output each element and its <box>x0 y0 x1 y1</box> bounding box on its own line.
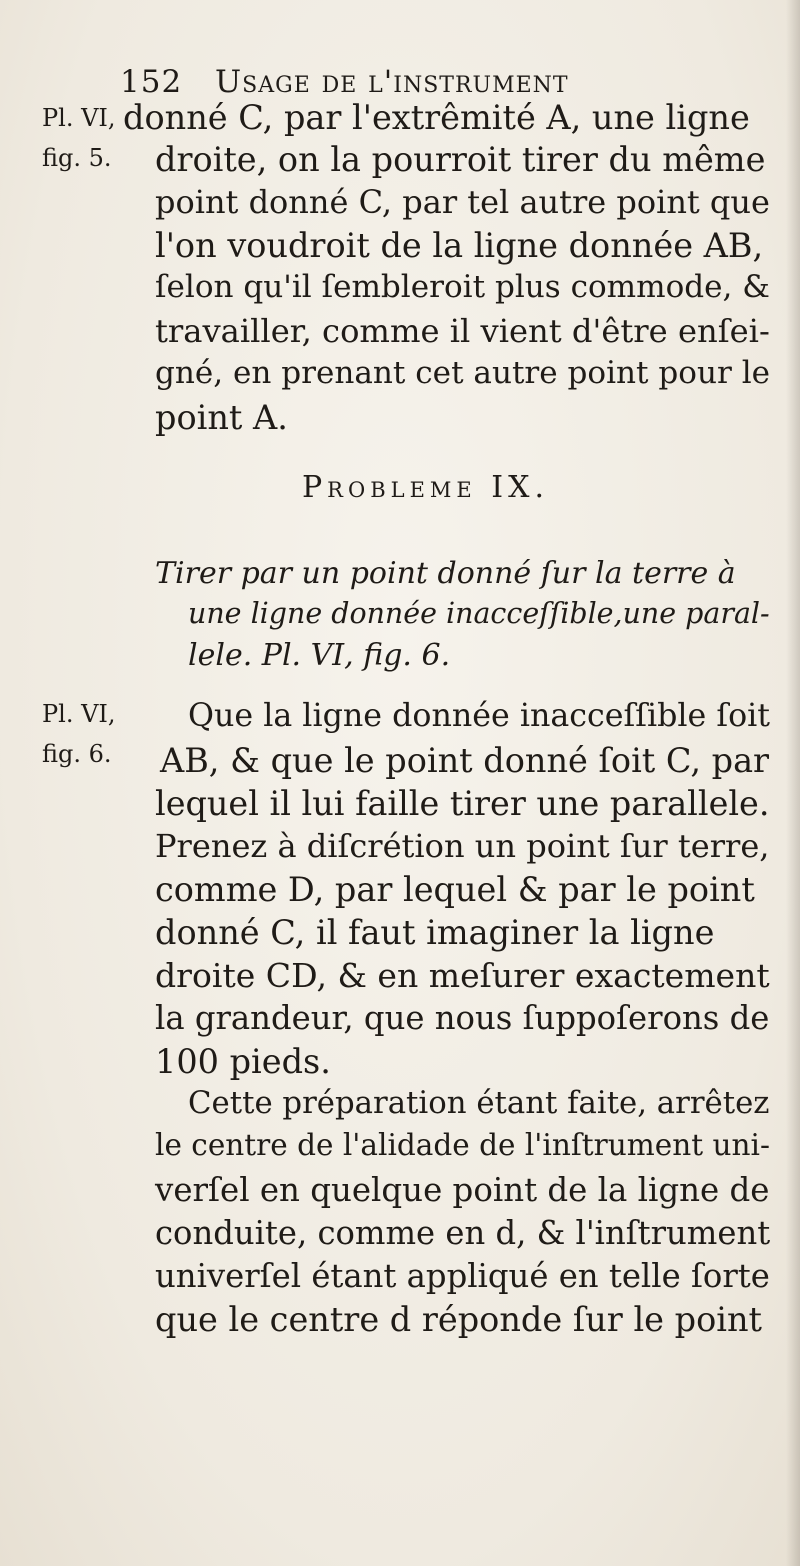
text-line: verſel en quelque point de la ligne de <box>155 1171 770 1209</box>
problem-heading: Probleme IX. <box>302 470 550 505</box>
running-header <box>120 64 569 100</box>
problem-statement-line: lele. Pl. VI, fig. 6. <box>188 638 451 673</box>
margin-note-figure: fig. 6. <box>42 740 112 768</box>
text-line: travailler, comme il vient d'être enſei- <box>155 312 770 350</box>
text-line: univerſel étant appliqué en telle ſorte <box>155 1257 770 1295</box>
text-line: Que la ligne donnée inacceſſible ſoit <box>188 698 771 734</box>
margin-note-plate: Pl. VI, <box>42 700 116 728</box>
text-line: Cette préparation étant faite, arrêtez <box>188 1085 770 1121</box>
text-line: l'on voudroit de la ligne donnée AB, <box>155 226 764 265</box>
text-line: le centre de l'alidade de l'inſtrument uni- <box>155 1128 770 1162</box>
margin-note-figure: fig. 5. <box>42 144 112 172</box>
text-line: AB, & que le point donné ſoit C, par <box>160 741 770 780</box>
text-line: point A. <box>155 398 288 437</box>
text-line: Prenez à diſcrétion un point ſur terre, <box>155 827 770 865</box>
problem-statement-line: une ligne donnée inacceſſible,une paral- <box>188 597 770 630</box>
running-title: Usage de l'instrument <box>215 64 569 100</box>
text-line: droite, on la pourroit tirer du même <box>155 140 766 179</box>
text-line: que le centre d réponde ſur le point <box>155 1300 763 1339</box>
margin-note-plate: Pl. VI, <box>42 104 116 132</box>
text-line: ſelon qu'il ſembleroit plus commode, & <box>155 269 770 305</box>
text-line: donné C, par l'extrêmité A, une ligne <box>123 98 750 137</box>
problem-statement-line: Tirer par un point donné ſur la terre à <box>155 556 736 591</box>
text-line: la grandeur, que nous ſuppoſerons de <box>155 999 770 1037</box>
text-line: droite CD, & en meſurer exactement <box>155 956 770 995</box>
text-line: gné, en prenant cet autre point pour le <box>155 355 771 391</box>
text-line: conduite, comme en d, & l'inſtrument <box>155 1214 771 1252</box>
page-number: 152 <box>120 64 183 100</box>
text-line: 100 pieds. <box>155 1042 331 1081</box>
page-edge-shadow <box>786 0 800 1566</box>
text-line: donné C, il faut imaginer la ligne <box>155 913 715 952</box>
text-line: comme D, par lequel & par le point <box>155 870 755 909</box>
text-line: lequel il lui faille tirer une parallele. <box>155 784 770 823</box>
text-line: point donné C, par tel autre point que <box>155 183 770 221</box>
